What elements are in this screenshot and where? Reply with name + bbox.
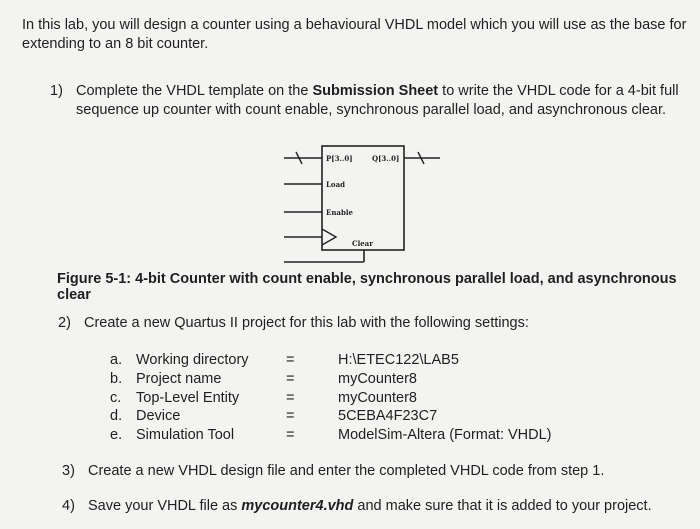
settings-equals: =	[286, 370, 295, 387]
settings-key: Working directory	[136, 352, 249, 368]
step-1-text-post: to write the VHDL code for a 4-bit full sequence up counter with count enable, synchronous parallel load, and asynchronous clear.	[76, 83, 679, 118]
settings-value: H:\ETEC122\LAB5	[338, 352, 459, 368]
intro-paragraph: In this lab, you will design a counter using a behavioural VHDL model which you will use as the base for extending to an 8 bit counter.	[22, 17, 687, 52]
settings-equals: =	[286, 408, 295, 425]
q-label: Q[3..0]	[372, 154, 400, 163]
settings-letter: c.	[110, 389, 122, 406]
step-2-text: Create a new Quartus II project for this lab with the following settings:	[84, 315, 529, 331]
settings-letter: a.	[110, 352, 123, 368]
load-label: Load	[326, 180, 346, 189]
settings-row	[110, 371, 610, 390]
settings-row	[110, 390, 610, 409]
step-4-text-post: and make sure that it is added to your project.	[353, 498, 652, 514]
step-3-number: 3)	[62, 463, 75, 479]
clock-triangle	[322, 229, 336, 245]
filename-label: mycounter4.vhd	[241, 498, 354, 514]
settings-row	[110, 352, 610, 371]
step-1-text	[76, 82, 686, 120]
step-1-text-pre: Complete the VHDL template on the	[76, 83, 313, 99]
step-1-number: 1)	[50, 83, 63, 99]
settings-letter: e.	[110, 427, 123, 444]
step-4-number: 4)	[62, 498, 75, 514]
settings-value: ModelSim-Altera (Format: VHDL)	[338, 427, 552, 444]
settings-key: Top-Level Entity	[136, 389, 240, 406]
step-3	[62, 462, 604, 481]
settings-value: 5CEBA4F23C7	[338, 408, 438, 425]
step-2	[58, 314, 529, 333]
enable-label: Enable	[326, 208, 353, 217]
p-label: P[3..0]	[326, 154, 353, 163]
settings-key: Device	[136, 408, 181, 425]
step-4	[62, 497, 652, 516]
settings-value: myCounter8	[338, 370, 417, 387]
settings-letter: d.	[110, 408, 123, 425]
project-settings-list	[110, 352, 610, 446]
settings-letter: b.	[110, 370, 123, 387]
step-4-text-pre: Save your VHDL file as	[88, 498, 242, 514]
settings-equals: =	[286, 352, 295, 368]
step-2-number: 2)	[58, 315, 71, 331]
settings-key: Project name	[136, 370, 222, 387]
clear-label: Clear	[352, 239, 373, 248]
settings-equals: =	[286, 389, 295, 406]
settings-value: myCounter8	[338, 389, 417, 406]
settings-equals: =	[286, 427, 295, 444]
settings-row	[110, 427, 610, 446]
step-1	[50, 82, 680, 118]
settings-row	[110, 408, 610, 427]
settings-key: Simulation Tool	[136, 427, 235, 444]
step-3-text: Create a new VHDL design file and enter the completed VHDL code from step 1.	[88, 463, 605, 479]
figure-caption: Figure 5-1: 4-bit Counter with count enable, synchronous parallel load, and asynchronous clear	[57, 271, 677, 303]
submission-sheet-label: Submission Sheet	[312, 83, 439, 99]
counter-block-diagram	[282, 140, 442, 268]
